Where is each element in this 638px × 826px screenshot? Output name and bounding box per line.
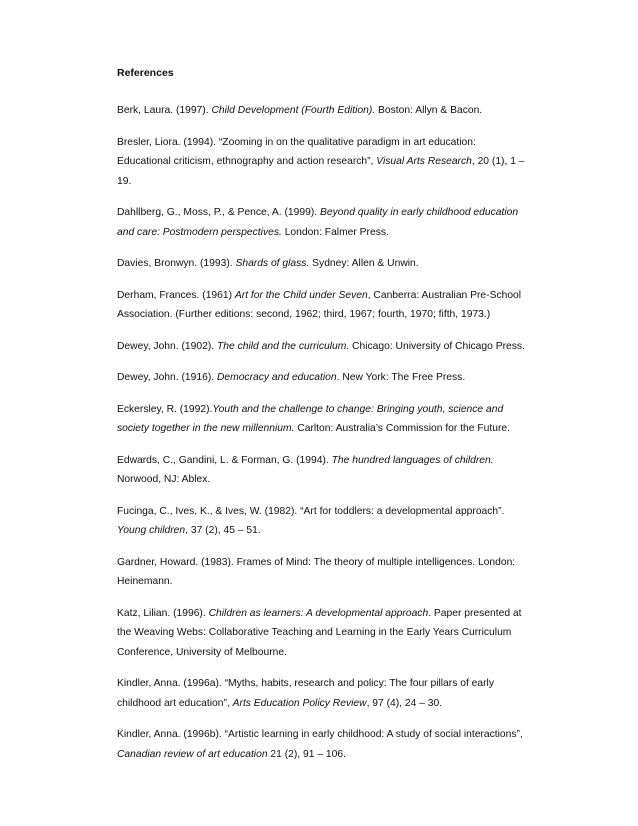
reference-title: Arts Education Policy Review (232, 697, 367, 709)
reference-entry (117, 553, 527, 592)
reference-author-year: Berk, Laura. (1997). (117, 105, 212, 116)
reference-publisher: 21 (2), 91 – 106. (267, 748, 346, 760)
reference-title: The child and the curriculum. (216, 340, 350, 352)
reference-entry (117, 337, 527, 357)
reference-publisher: . Paper presented at the Weaving Webs: Collaborative Teaching and Learning in the Early Years Curriculum Conference, University of Melbourne. (117, 607, 522, 658)
reference-publisher: Chicago: University of Chicago Press. (349, 340, 525, 352)
reference-author-year: Derham, Frances. (1961) (117, 289, 235, 301)
references-heading: References (117, 67, 174, 79)
reference-entry (117, 203, 527, 242)
reference-publisher: , 20 (1), 1 – 19. (117, 156, 525, 187)
reference-author-year: Eckersley, R. (1992). (117, 403, 213, 415)
reference-author-year: Kindler, Anna. (1996b). “Artistic learning in early childhood: A study of social interactions”, (117, 729, 523, 740)
reference-author-year: Dahllberg, G., Moss, P., & Pence, A. (1999). (117, 207, 320, 218)
reference-publisher: , Canberra: Australian Pre-School Association. (Further editions: second, 1962; third, 1967; fourth, 1970; fifth, 1973.) (117, 289, 522, 320)
reference-author-year: Edwards, C., Gandini, L. & Forman, G. (1994). (117, 454, 332, 466)
reference-title: Young children (117, 525, 186, 536)
reference-author-year: Katz, Lilian. (1996). (117, 607, 209, 619)
reference-entry (117, 254, 527, 274)
reference-title: Art for the Child under Seven (234, 289, 368, 301)
reference-entry (117, 451, 527, 490)
reference-title: Child Development (Fourth Edition). (211, 105, 376, 116)
reference-entry (117, 725, 527, 764)
reference-author-year: Davies, Bronwyn. (1993). (117, 258, 236, 269)
reference-author-year: Dewey, John. (1916). (117, 372, 217, 383)
reference-publisher: Carlton: Australia’s Commission for the Future. (294, 423, 510, 434)
reference-title: The hundred languages of children. (331, 454, 494, 466)
reference-publisher: London: Falmer Press. (281, 226, 389, 238)
reference-title: Canadian review of art education (117, 748, 268, 760)
reference-entry (117, 674, 527, 713)
reference-author-year: Gardner, Howard. (1983). Frames of Mind: The theory of multiple intelligences. London: Heinemann. (117, 556, 516, 587)
reference-title: Shards of glass. (235, 258, 310, 269)
reference-title: Beyond quality in early childhood education and care: Postmodern perspectives. (117, 207, 519, 238)
reference-entry (117, 502, 527, 541)
reference-title: Visual Arts Research (376, 156, 472, 167)
reference-list (117, 101, 527, 776)
reference-entry (117, 101, 527, 121)
reference-publisher: Sydney: Allen & Unwin. (309, 258, 419, 269)
reference-entry (117, 400, 527, 439)
reference-publisher: . New York: The Free Press. (336, 372, 466, 383)
reference-publisher: , 37 (2), 45 – 51. (185, 525, 261, 536)
reference-publisher: , 97 (4), 24 – 30. (366, 697, 443, 709)
reference-author-year: Fucinga, C., Ives, K., & Ives, W. (1982). “Art for toddlers: a developmental approach”. (117, 505, 505, 517)
reference-title: Youth and the challenge to change: Bringing youth, science and society together in the new millennium. (117, 403, 504, 434)
reference-author-year: Kindler, Anna. (1996a). “Myths, habits, research and policy: The four pillars of early childhood art education”, (117, 678, 494, 709)
reference-entry (117, 368, 527, 388)
reference-title: Democracy and education (216, 372, 337, 383)
reference-author-year: Bresler, Liora. (1994). “Zooming in on the qualitative paradigm in art education: Educational criticism, ethnography and action research”, (117, 136, 476, 167)
reference-title: Children as learners: A developmental approach (208, 607, 429, 619)
reference-publisher: Boston: Allyn & Bacon. (375, 105, 483, 116)
reference-entry (117, 604, 527, 663)
reference-entry (117, 133, 527, 192)
reference-entry (117, 286, 527, 325)
reference-publisher: Norwood, NJ: Ablex. (117, 474, 211, 485)
reference-author-year: Dewey, John. (1902). (117, 340, 217, 352)
